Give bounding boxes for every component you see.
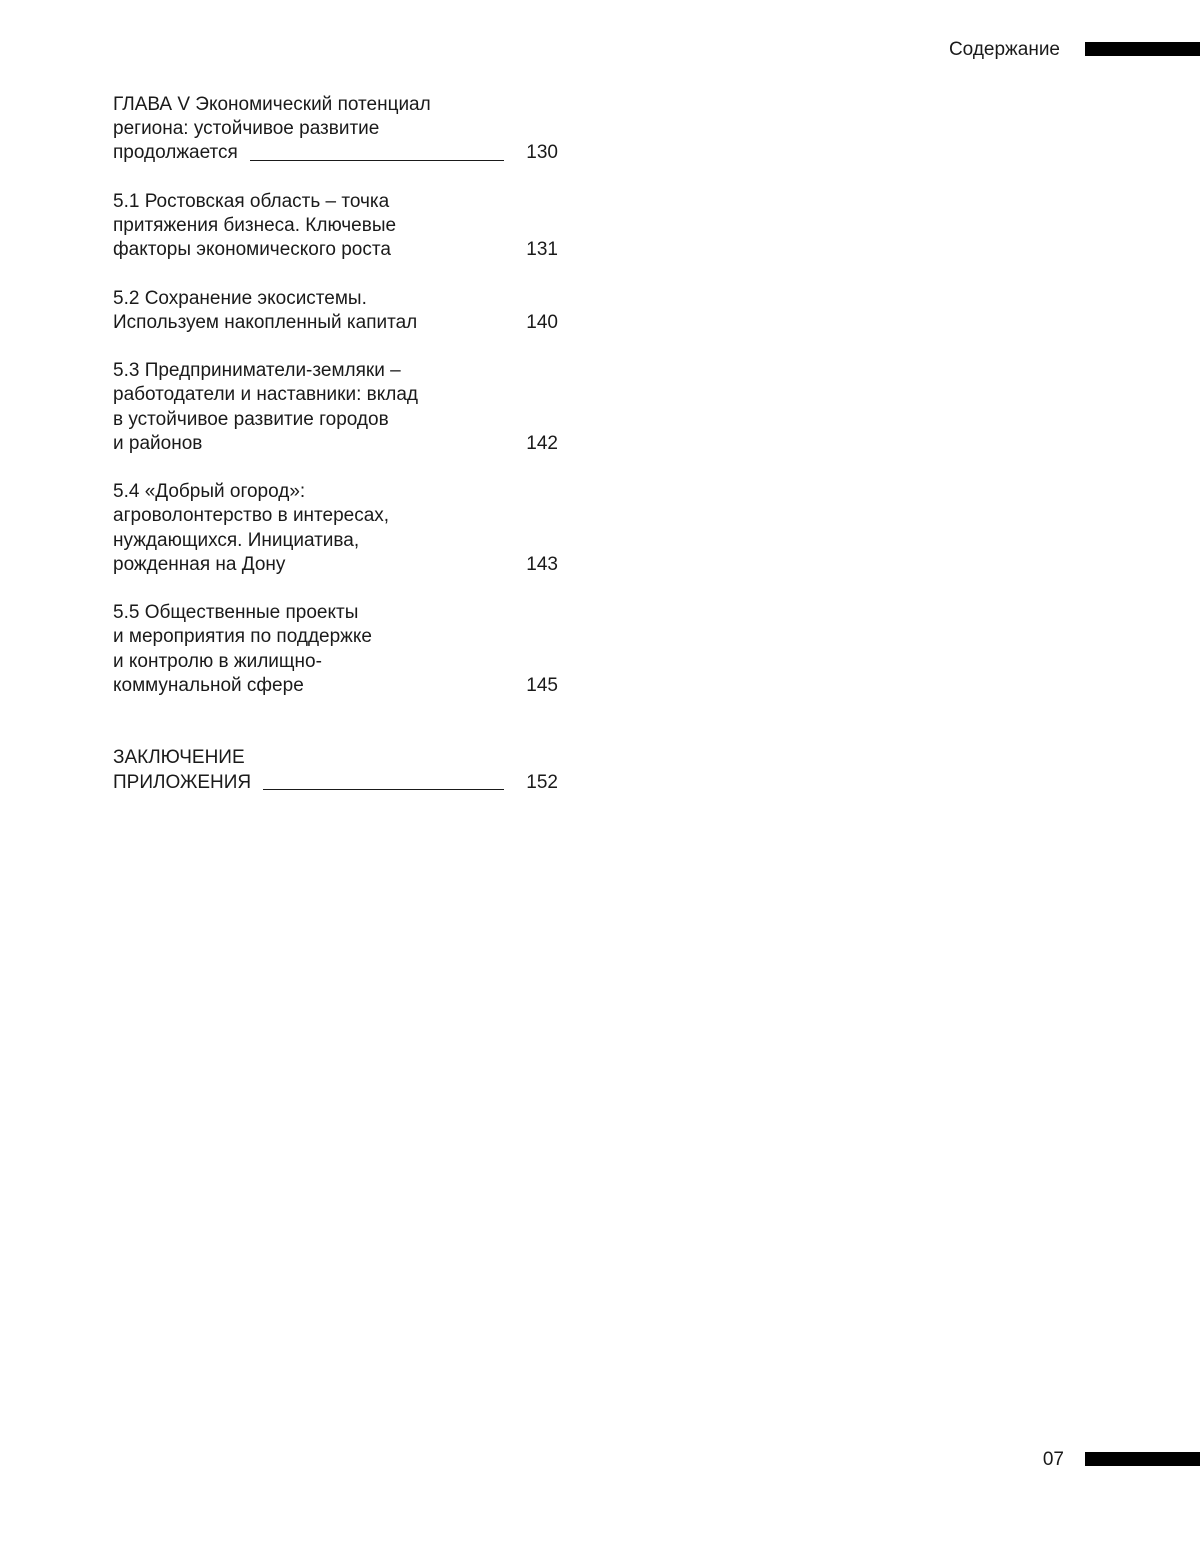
toc-entry-line: ГЛАВА V Экономический потенциал (113, 94, 431, 115)
toc-page-number: 140 (526, 311, 558, 333)
toc-entry-line: коммунальной сфере (113, 674, 304, 696)
toc-entry-5-3[interactable] (113, 359, 573, 456)
toc-entry-line: региона: устойчивое развитие (113, 118, 380, 140)
toc-entry-5-1[interactable] (113, 190, 573, 263)
toc-entry-line: и мероприятия по поддержке (113, 626, 372, 648)
toc-entry-line: работодатели и наставники: вклад (113, 384, 418, 406)
toc-entry-line: в устойчивое развитие городов (113, 408, 389, 430)
header-accent-bar (1085, 42, 1200, 56)
toc-entry-line (113, 141, 513, 165)
toc-page-number: 143 (526, 553, 558, 575)
toc-entry-line: нуждающихся. Инициатива, (113, 529, 360, 551)
toc-entry-line: и районов (113, 432, 203, 454)
toc-entry-line: ЗАКЛЮЧЕНИЕ (113, 747, 245, 769)
table-of-contents (113, 93, 573, 819)
toc-entry-line: 5.3 Предприниматели-земляки – (113, 360, 401, 382)
leader-rule (263, 789, 504, 790)
toc-page-number: 152 (526, 771, 558, 793)
toc-page-number: 142 (526, 432, 558, 454)
toc-entry-5-5[interactable] (113, 601, 573, 698)
section-title: Содержание (948, 39, 1060, 60)
toc-page-number: 145 (526, 674, 558, 696)
footer-accent-bar (1085, 1452, 1200, 1466)
toc-entry-line-text: ПРИЛОЖЕНИЯ (113, 771, 252, 793)
toc-entry-line: 5.5 Общественные проекты (113, 602, 359, 624)
toc-entry-line: и контролю в жилищно- (113, 650, 322, 672)
toc-entry-line: притяжения бизнеса. Ключевые (113, 215, 397, 236)
toc-entry-5-2[interactable] (113, 287, 573, 335)
leader-rule (250, 160, 504, 161)
toc-entry-line: факторы экономического роста (113, 239, 391, 261)
toc-entry-line: агроволонтерство в интересах, (113, 505, 390, 527)
page-number: 07 (1042, 1449, 1064, 1470)
toc-entry-line: 5.1 Ростовская область – точка (113, 190, 390, 212)
toc-entry-line: 5.4 «Добрый огород»: (113, 481, 306, 503)
toc-entry-line: 5.2 Сохранение экосистемы. (113, 287, 367, 309)
toc-page-number: 130 (526, 142, 558, 164)
toc-entry-line: Используем накопленный капитал (113, 311, 418, 333)
toc-entry-5-4[interactable] (113, 480, 573, 577)
toc-conclusion-entry[interactable] (113, 746, 573, 794)
toc-chapter-entry[interactable] (113, 93, 573, 166)
toc-page-number: 131 (526, 239, 558, 261)
toc-entry-line (113, 771, 513, 795)
toc-entry-line-text: продолжается (113, 142, 238, 164)
toc-entry-line: рожденная на Дону (113, 553, 286, 575)
